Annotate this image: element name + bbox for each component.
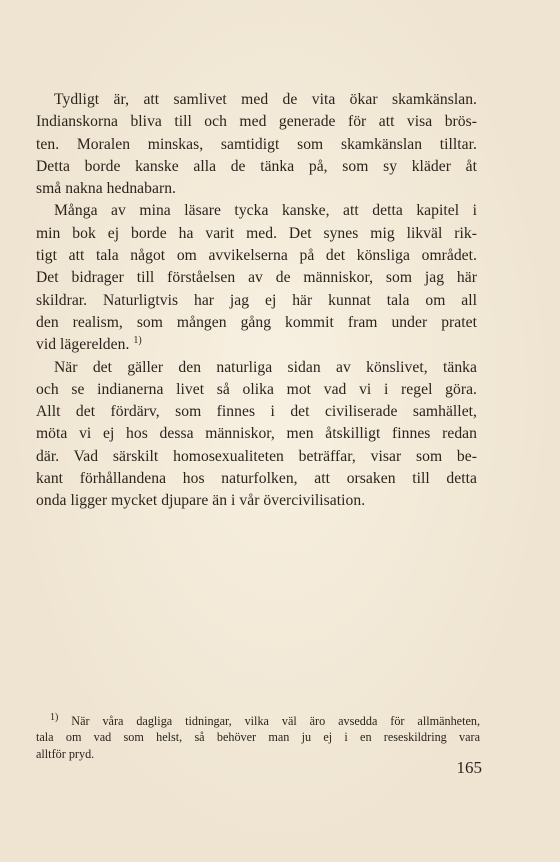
body-line-text: vid lägerelden. bbox=[36, 336, 130, 354]
body-line-text: När det gäller den naturliga sidan av könslivet, tänka bbox=[54, 358, 477, 376]
body-line bbox=[36, 178, 477, 200]
body-line-text: små nakna hednabarn. bbox=[36, 180, 176, 198]
body-line-text: min bok ej borde ha varit med. Det synes mig likväl rik- bbox=[36, 224, 477, 242]
footnote-line bbox=[36, 746, 480, 762]
body-line bbox=[36, 423, 477, 445]
body-line bbox=[36, 200, 477, 222]
body-line bbox=[36, 223, 477, 245]
body-line bbox=[36, 357, 477, 379]
footnote-marker: 1) bbox=[50, 711, 59, 723]
body-line-text: ten. Moralen minskas, samtidigt som skamkänslan tilltar. bbox=[36, 135, 477, 153]
body-line bbox=[36, 468, 477, 490]
footnote-line-text: alltför pryd. bbox=[36, 746, 95, 761]
body-line bbox=[36, 490, 477, 512]
body-text bbox=[36, 89, 477, 513]
body-line-text: Detta borde kanske alla de tänka på, som sy kläder åt bbox=[36, 157, 477, 175]
body-line-text: tigt att tala något om avvikelserna på det könsliga området. bbox=[36, 247, 477, 265]
footnote bbox=[36, 713, 480, 762]
footnote-line-text: När våra dagliga tidningar, vilka väl äro avsedda för allmänheten, bbox=[71, 714, 481, 728]
body-line bbox=[36, 379, 477, 401]
body-line bbox=[36, 245, 477, 267]
body-line-text: Indianskorna bliva till och med generade för att visa brös- bbox=[36, 113, 477, 131]
body-line-text: möta vi ej hos dessa människor, men åtskilligt finnes redan bbox=[36, 425, 477, 443]
body-line-text: Allt det fördärv, som finnes i det civiliserade samhället, bbox=[36, 403, 477, 421]
body-line bbox=[36, 89, 477, 111]
body-line-text: onda ligger mycket djupare än i vår övercivilisation. bbox=[36, 492, 366, 510]
body-line-text: där. Vad särskilt homosexualiteten beträffar, visar som be- bbox=[36, 447, 477, 465]
body-line bbox=[36, 401, 477, 423]
body-line-text: Många av mina läsare tycka kanske, att detta kapitel i bbox=[54, 202, 477, 220]
body-line-text: den realism, som mången gång kommit fram under pratet bbox=[36, 313, 477, 331]
footnote-line bbox=[36, 713, 480, 729]
footnote-line-text: tala om vad som helst, så behöver man ju ej i en reseskildring vara bbox=[36, 730, 480, 745]
body-line bbox=[36, 312, 477, 334]
body-line bbox=[36, 446, 477, 468]
page-number: 165 bbox=[456, 758, 482, 777]
body-line-text: och se indianerna livet så olika mot vad vi i regel göra. bbox=[36, 380, 477, 398]
body-line-text: skildrar. Naturligtvis har jag ej här kunnat tala om all bbox=[36, 291, 477, 309]
body-line bbox=[36, 156, 477, 178]
body-line bbox=[36, 334, 477, 356]
body-line bbox=[36, 290, 477, 312]
footnote-reference: 1) bbox=[133, 335, 142, 347]
body-line-text: kant förhållandena hos naturfolken, att orsaken till detta bbox=[36, 470, 477, 488]
body-line bbox=[36, 267, 477, 289]
body-line bbox=[36, 134, 477, 156]
body-line-text: Det bidrager till förståelsen av de människor, som jag här bbox=[36, 269, 477, 287]
body-line-text: Tydligt är, att samlivet med de vita ökar skamkänslan. bbox=[54, 91, 477, 108]
body-line bbox=[36, 111, 477, 133]
footnote-line bbox=[36, 729, 480, 745]
